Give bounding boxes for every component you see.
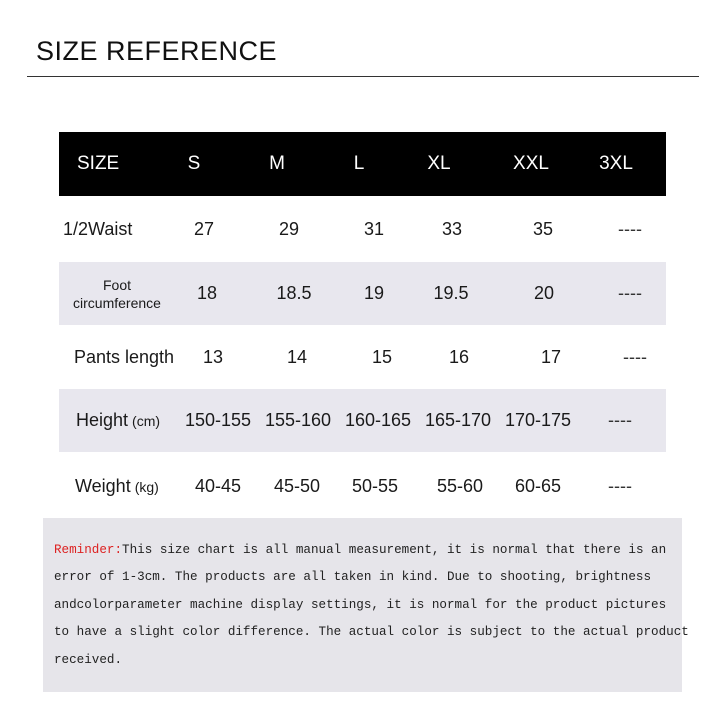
row-label-unit: (cm)	[132, 412, 161, 429]
table-cell: 60-65	[514, 476, 562, 496]
table-cell: ----	[618, 218, 642, 239]
table-cell: 13	[202, 346, 224, 367]
row-label-waist: 1/2Waist	[63, 218, 133, 239]
reminder-line: received.	[54, 653, 123, 667]
table-cell: 170-175	[504, 410, 572, 430]
row-label-height	[76, 389, 160, 452]
table-cell: 20	[533, 283, 555, 303]
table-row	[59, 198, 666, 260]
row-label-unit: (kg)	[134, 478, 159, 495]
table-row	[59, 327, 666, 387]
header-xxl: XXL	[513, 153, 549, 174]
table-cell: 15	[371, 346, 393, 367]
header-xl: XL	[427, 153, 451, 174]
header-3xl: 3XL	[599, 153, 633, 174]
table-cell: 19.5	[433, 283, 469, 303]
table-cell: 40-45	[194, 476, 242, 496]
row-label-line: circumference	[73, 294, 161, 311]
table-cell: 45-50	[273, 476, 321, 496]
table-cell: 14	[286, 346, 308, 367]
table-cell: 17	[540, 346, 562, 367]
row-label-line: Foot	[102, 276, 131, 293]
reminder-line: andcolorparameter machine display settings, it is normal for the product pictures	[54, 598, 667, 612]
table-cell: 50-55	[351, 476, 399, 496]
row-label-foot-circumference	[65, 262, 169, 325]
table-cell: 19	[363, 283, 385, 303]
reminder-text: This size chart is all manual measurement, it is normal that there is an	[122, 543, 667, 557]
page-title: SIZE REFERENCE	[36, 36, 278, 66]
row-label-text: Weight	[75, 476, 131, 496]
header-l: L	[353, 153, 365, 174]
table-cell: 160-165	[344, 410, 412, 430]
table-cell: 31	[363, 218, 385, 239]
table-cell: 150-155	[184, 410, 252, 430]
row-label-pants-length: Pants length	[74, 346, 175, 367]
table-cell: 27	[193, 218, 215, 239]
table-row	[59, 262, 666, 325]
header-size: SIZE	[77, 153, 120, 174]
table-cell: ----	[618, 283, 642, 303]
size-table-header	[59, 132, 666, 196]
reminder-box	[43, 518, 689, 692]
table-cell: ----	[608, 476, 632, 496]
header-s: S	[187, 153, 201, 174]
reminder-line: error of 1-3cm. The products are all taken in kind. Due to shooting, brightness	[54, 570, 652, 584]
row-label-weight	[75, 455, 159, 518]
table-row	[59, 389, 666, 452]
table-cell: 55-60	[436, 476, 484, 496]
header-m: M	[269, 153, 285, 174]
table-cell: ----	[608, 410, 632, 430]
reminder-line: to have a slight color difference. The actual color is subject to the actual product	[54, 625, 689, 639]
reminder-line	[54, 543, 666, 557]
row-label-text: Height	[76, 410, 129, 430]
table-cell: 155-160	[264, 410, 332, 430]
reminder-prefix: Reminder:	[54, 543, 123, 557]
table-cell: 29	[278, 218, 300, 239]
table-cell: ----	[623, 346, 647, 367]
table-cell: 16	[448, 346, 470, 367]
table-row	[59, 455, 666, 518]
table-cell: 33	[441, 218, 463, 239]
title-divider	[27, 76, 699, 77]
table-cell: 18.5	[276, 283, 312, 303]
table-cell: 18	[196, 283, 218, 303]
table-cell: 165-170	[424, 410, 492, 430]
table-cell: 35	[532, 218, 554, 239]
